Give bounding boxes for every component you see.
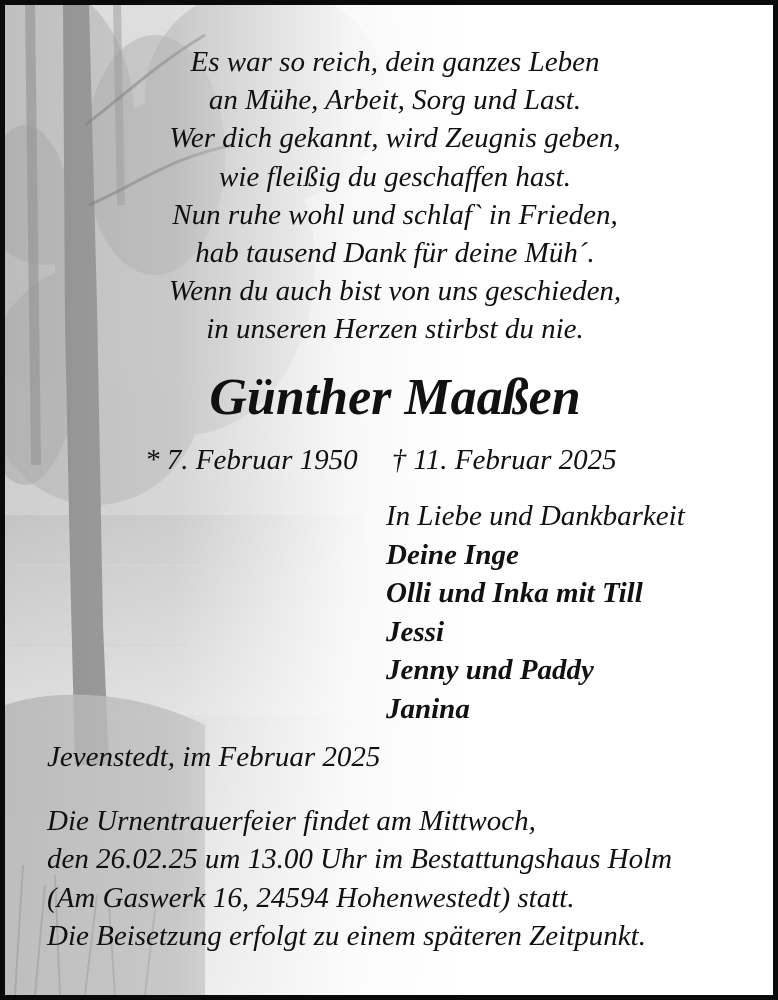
obituary-content [5, 5, 773, 995]
poem-line: Nun ruhe wohl und schlaf` in Frieden, [172, 198, 618, 231]
life-dates [145, 442, 617, 478]
notice-line: Die Beisetzung erfolgt zu einem späteren Zeitpunkt. [47, 920, 646, 953]
birth-date: * 7. Februar 1950 [145, 444, 358, 476]
notice-line: Die Urnentrauerfeier findet am Mittwoch, [47, 805, 536, 837]
memorial-poem [45, 43, 745, 349]
mourner-name: Jenny und Paddy [386, 654, 594, 687]
mourner-name: Janina [386, 692, 470, 725]
mourner-name: Deine Inge [386, 538, 519, 571]
deceased-name: Günther Maaßen [209, 369, 581, 426]
notice-line: den 26.02.25 um 13.00 Uhr im Bestattungshaus Holm [47, 843, 673, 876]
poem-line: Wenn du auch bist von uns geschieden, [168, 275, 622, 308]
poem-line: wie fleißig du geschaffen hast. [219, 160, 571, 193]
mourners-intro: In Liebe und Dankbarkeit [386, 500, 685, 532]
poem-line: in unseren Herzen stirbst du nie. [206, 313, 584, 346]
death-date: † 11. Februar 2025 [391, 444, 617, 476]
poem-line: Es war so reich, dein ganzes Leben [190, 46, 600, 78]
notice-line: (Am Gaswerk 16, 24594 Hohenwestedt) statt. [47, 881, 575, 914]
mourner-name: Jessi [386, 615, 444, 648]
mourner-name: Olli und Inka mit Till [386, 577, 643, 610]
poem-line: an Mühe, Arbeit, Sorg und Last. [208, 84, 582, 117]
place-and-date: Jevenstedt, im Februar 2025 [47, 741, 381, 773]
poem-line: Wer dich gekannt, wird Zeugnis geben, [169, 122, 621, 155]
mourners-list [386, 497, 685, 729]
poem-line: hab tausend Dank für deine Müh´. [195, 237, 595, 270]
funeral-notice [47, 802, 672, 956]
